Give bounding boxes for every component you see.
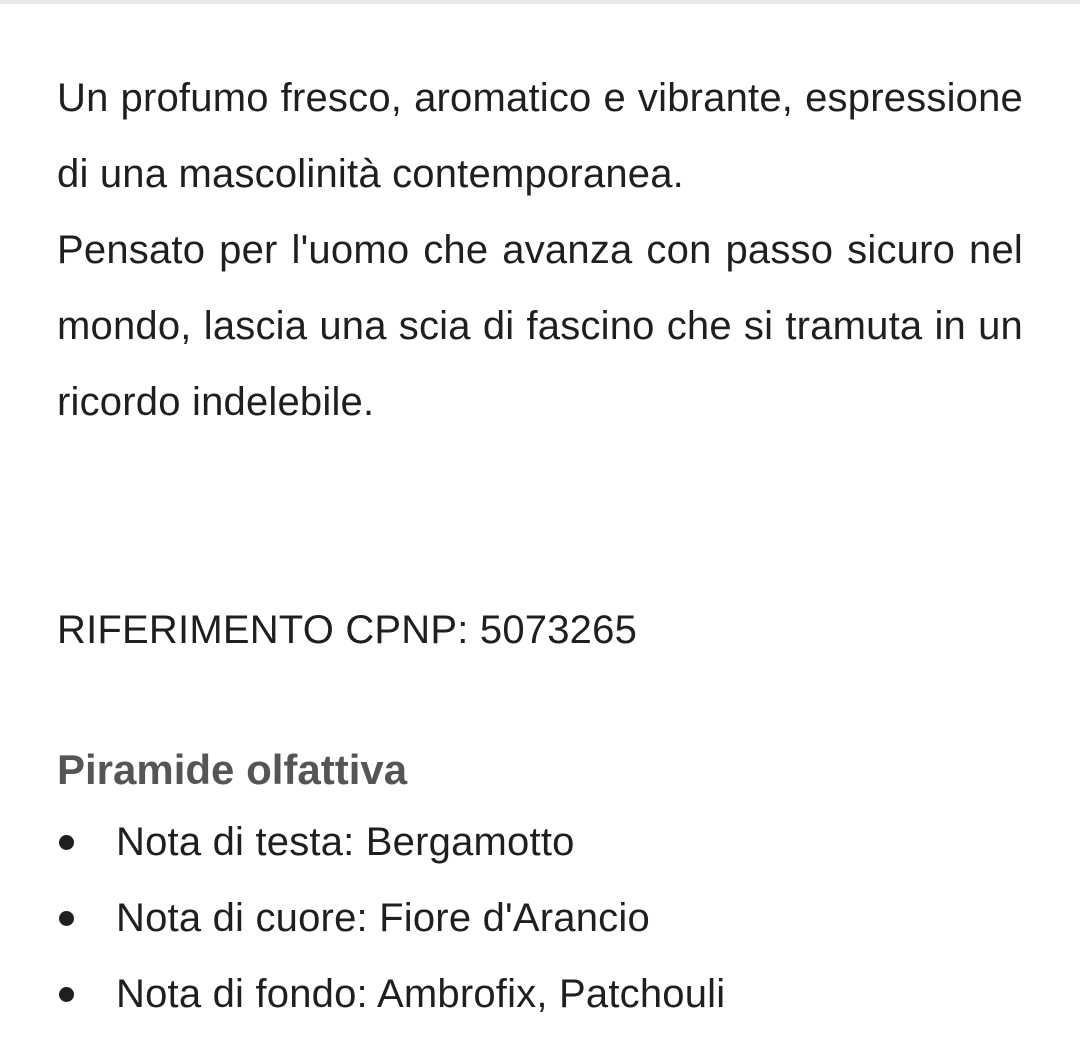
- bullet-icon: [59, 911, 74, 926]
- list-item-heart-note: [57, 880, 1023, 956]
- bullet-icon: [59, 835, 74, 850]
- bullet-icon: [59, 987, 74, 1002]
- description-paragraph-1: Un profumo fresco, aromatico e vibrante, espressione di una mascolinità contemporanea.: [57, 76, 1023, 196]
- cpnp-reference: RIFERIMENTO CPNP: 5073265: [57, 608, 638, 652]
- olfactory-pyramid-title: Piramide olfattiva: [57, 746, 408, 793]
- product-description-section: [57, 60, 1023, 1016]
- heart-note-text: Nota di cuore: Fiore d'Arancio: [116, 896, 650, 940]
- description-paragraph-2: Pensato per l'uomo che avanza con passo sicuro nel mondo, lascia una scia di fascino che si tramuta in un ricordo indelebile.: [57, 228, 1023, 424]
- list-item-base-note: [57, 956, 1023, 1032]
- top-divider: [0, 0, 1080, 4]
- list-item-top-note: [57, 804, 1023, 880]
- olfactory-notes-list: [57, 804, 1023, 1032]
- base-note-text: Nota di fondo: Ambrofix, Patchouli: [116, 972, 726, 1016]
- top-note-text: Nota di testa: Bergamotto: [116, 820, 575, 864]
